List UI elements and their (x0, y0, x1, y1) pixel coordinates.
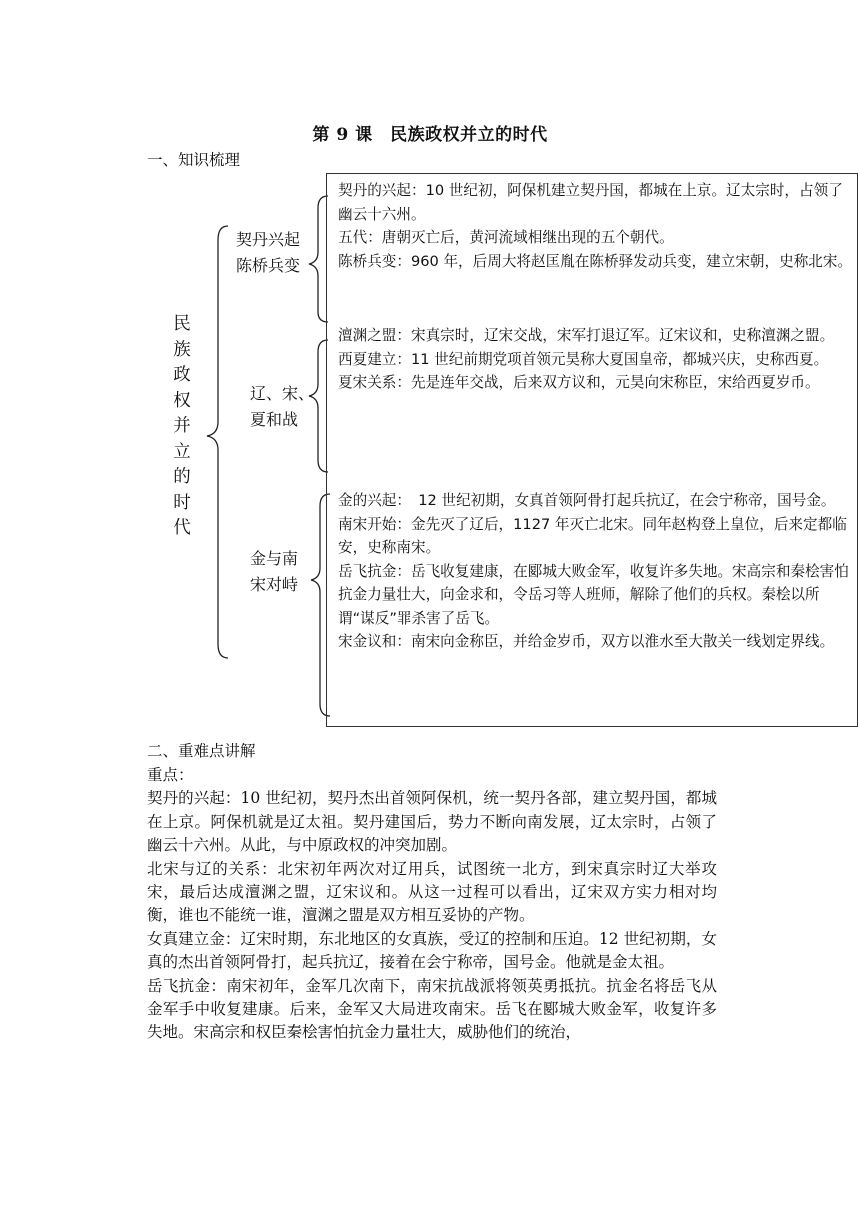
key-points-label: 重点： (147, 766, 194, 784)
detail-group-liao-song-xia (338, 324, 853, 395)
detail-item: 南宋开始：金先灭了辽后，1127 年灭亡北宋。同年赵构登上皇位，后来定都临安，史称南宋。 (338, 515, 847, 556)
key-points-body (147, 764, 717, 1045)
detail-group-jin-southern-song (338, 489, 853, 654)
detail-item: 契丹的兴起：10 世纪初，阿保机建立契丹国，都城在上京。辽太宗时，占领了幽云十六州。 (338, 182, 843, 223)
branch-label-liao-song-xia: 辽、宋、 夏和战 (250, 384, 315, 429)
detail-group-khitan (338, 179, 853, 273)
detail-item: 夏宋关系：先是连年交战，后来双方议和，元昊向宋称臣，宋给西夏岁币。 (338, 374, 820, 391)
paragraph: 女真建立金：辽宋时期，东北地区的女真族，受辽的控制和压迫。12 世纪初期，女真的杰出首领阿骨打，起兵抗辽，接着在会宁称帝，国号金。他就是金太祖。 (147, 929, 717, 972)
detail-item: 陈桥兵变：960 年，后周大将赵匡胤在陈桥驿发动兵变，建立宋朝，史称北宋。 (338, 252, 853, 270)
detail-item: 西夏建立：11 世纪前期党项首领元昊称大夏国皇帝，都城兴庆，史称西夏。 (338, 350, 829, 368)
detail-item: 岳飞抗金：岳飞收复建康，在郾城大败金军，收复许多失地。宋高宗和秦桧害怕抗金力量壮大，向金求和，令岳习等人班师，解除了他们的兵权。秦桧以所谓“谋反”罪杀害了岳飞。 (338, 562, 849, 627)
detail-item: 澶渊之盟：宋真宗时，辽宋交战，宋军打退辽军。辽宋议和，史称澶渊之盟。 (338, 327, 835, 344)
root-brace (207, 226, 228, 658)
branch-label-khitan: 契丹兴起 陈桥兵变 (236, 230, 301, 275)
mindmap-root-title: 民族政权并立的时代 (173, 314, 191, 538)
paragraph: 岳飞抗金：南宋初年，金军几次南下，南宋抗战派将领英勇抵抗。抗金名将岳飞从金军手中收复建康。后来，金军又大局进攻南宋。岳飞在郾城大败金军，收复许多失地。宋高宗和权臣秦桧害怕抗金力量壮大，威胁他们的统治， (147, 976, 717, 1042)
detail-item: 金的兴起： 12 世纪初期，女真首领阿骨打起兵抗辽，在会宁称帝，国号金。 (338, 492, 836, 509)
section-heading-key-points: 二、重难点讲解 (147, 742, 256, 760)
detail-item: 五代：唐朝灭亡后，黄河流域相继出现的五个朝代。 (338, 229, 674, 246)
mindmap-detail-box (326, 173, 858, 727)
paragraph: 北宋与辽的关系：北宋初年两次对辽用兵，试图统一北方，到宋真宗时辽大举攻宋，最后达成澶渊之盟，辽宋议和。从这一过程可以看出，辽宋双方实力相对均衡，谁也不能统一谁，澶渊之盟是双方相互妥协的产物。 (147, 859, 717, 925)
paragraph: 契丹的兴起：10 世纪初，契丹杰出首领阿保机，统一契丹各部，建立契丹国，都城在上京。阿保机就是辽太祖。契丹建国后，势力不断向南发展，辽太宗时，占领了幽云十六州。从此，与中原政权的冲突加剧。 (147, 789, 717, 855)
section-heading-knowledge: 一、知识梳理 (147, 151, 241, 169)
detail-item: 宋金议和：南宋向金称臣，并给金岁币，双方以淮水至大散关一线划定界线。 (338, 633, 835, 650)
branch-label-jin-southern-song: 金与南 宋对峙 (250, 549, 299, 594)
lesson-title: 第 9 课 民族政权并立的时代 (312, 125, 548, 145)
